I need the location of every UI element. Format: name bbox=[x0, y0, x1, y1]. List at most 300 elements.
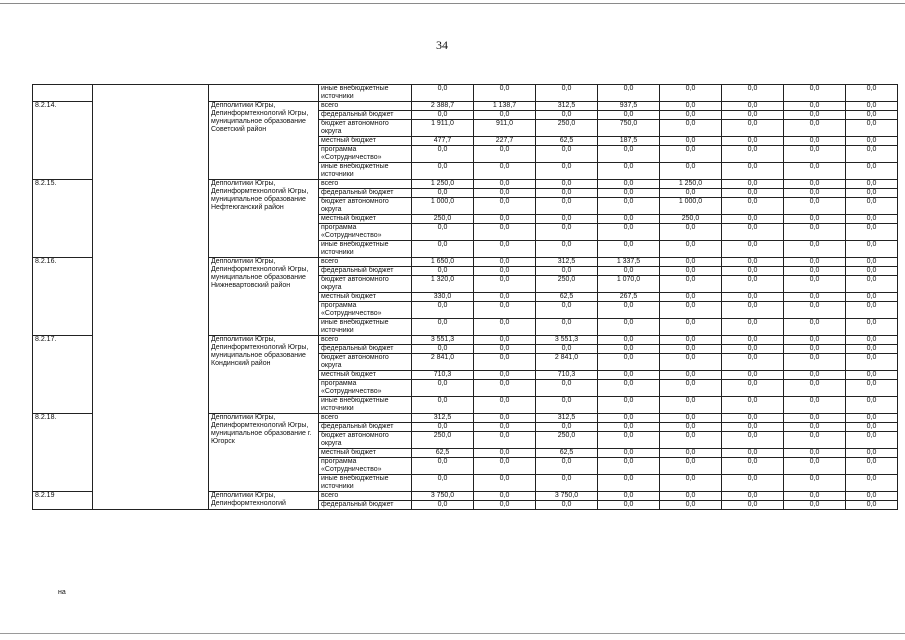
source-cell: всего bbox=[319, 102, 412, 111]
value-cell: 312,5 bbox=[536, 258, 598, 267]
value-cell: 0,0 bbox=[412, 302, 474, 319]
code-cell-empty bbox=[33, 85, 93, 102]
budget-table bbox=[32, 84, 898, 510]
value-cell: 0,0 bbox=[660, 449, 722, 458]
value-cell: 0,0 bbox=[474, 267, 536, 276]
value-cell: 0,0 bbox=[660, 276, 722, 293]
value-cell: 0,0 bbox=[846, 120, 898, 137]
value-cell: 0,0 bbox=[474, 258, 536, 267]
source-cell: местный бюджет bbox=[319, 137, 412, 146]
executor-cell: Депполитики Югры, Депинформтехнологий Югры, муниципальное образование Кондинский район bbox=[209, 336, 319, 414]
value-cell: 0,0 bbox=[846, 475, 898, 492]
value-cell: 0,0 bbox=[474, 85, 536, 102]
value-cell: 0,0 bbox=[536, 319, 598, 336]
value-cell: 267,5 bbox=[598, 293, 660, 302]
value-cell: 3 750,0 bbox=[536, 492, 598, 501]
source-cell: всего bbox=[319, 414, 412, 423]
value-cell: 0,0 bbox=[722, 258, 784, 267]
value-cell: 0,0 bbox=[784, 501, 846, 510]
value-cell: 0,0 bbox=[536, 198, 598, 215]
value-cell: 0,0 bbox=[722, 397, 784, 414]
source-cell: программа «Сотрудничество» bbox=[319, 380, 412, 397]
value-cell: 710,3 bbox=[536, 371, 598, 380]
value-cell: 0,0 bbox=[474, 319, 536, 336]
value-cell: 0,0 bbox=[846, 189, 898, 198]
value-cell: 0,0 bbox=[412, 241, 474, 258]
value-cell: 250,0 bbox=[536, 276, 598, 293]
source-cell: федеральный бюджет bbox=[319, 267, 412, 276]
value-cell: 0,0 bbox=[846, 241, 898, 258]
value-cell: 0,0 bbox=[474, 345, 536, 354]
value-cell: 62,5 bbox=[536, 293, 598, 302]
value-cell: 0,0 bbox=[846, 371, 898, 380]
value-cell: 0,0 bbox=[474, 111, 536, 120]
value-cell: 3 551,3 bbox=[536, 336, 598, 345]
value-cell: 0,0 bbox=[722, 102, 784, 111]
value-cell: 0,0 bbox=[784, 414, 846, 423]
value-cell: 0,0 bbox=[722, 414, 784, 423]
value-cell: 0,0 bbox=[536, 180, 598, 189]
executor-cell: Депполитики Югры, Депинформтехнологий bbox=[209, 492, 319, 510]
value-cell: 0,0 bbox=[784, 198, 846, 215]
value-cell: 0,0 bbox=[660, 475, 722, 492]
value-cell: 0,0 bbox=[660, 302, 722, 319]
scan-bottom-edge bbox=[0, 633, 905, 634]
value-cell: 0,0 bbox=[722, 120, 784, 137]
row-code: 8.2.18. bbox=[33, 414, 93, 492]
value-cell: 0,0 bbox=[846, 354, 898, 371]
value-cell: 0,0 bbox=[722, 267, 784, 276]
value-cell: 0,0 bbox=[660, 371, 722, 380]
value-cell: 0,0 bbox=[598, 189, 660, 198]
value-cell: 0,0 bbox=[598, 432, 660, 449]
value-cell: 0,0 bbox=[536, 146, 598, 163]
value-cell: 0,0 bbox=[784, 380, 846, 397]
value-cell: 0,0 bbox=[598, 354, 660, 371]
value-cell: 0,0 bbox=[660, 189, 722, 198]
value-cell: 0,0 bbox=[784, 397, 846, 414]
value-cell: 0,0 bbox=[784, 163, 846, 180]
value-cell: 0,0 bbox=[660, 319, 722, 336]
value-cell: 0,0 bbox=[412, 111, 474, 120]
value-cell: 0,0 bbox=[598, 267, 660, 276]
value-cell: 0,0 bbox=[722, 276, 784, 293]
value-cell: 0,0 bbox=[474, 397, 536, 414]
value-cell: 0,0 bbox=[598, 501, 660, 510]
value-cell: 0,0 bbox=[412, 458, 474, 475]
value-cell: 0,0 bbox=[846, 267, 898, 276]
value-cell: 0,0 bbox=[660, 120, 722, 137]
value-cell: 0,0 bbox=[412, 319, 474, 336]
value-cell: 0,0 bbox=[598, 449, 660, 458]
value-cell: 312,5 bbox=[412, 414, 474, 423]
value-cell: 0,0 bbox=[722, 189, 784, 198]
value-cell: 0,0 bbox=[784, 241, 846, 258]
value-cell: 0,0 bbox=[536, 163, 598, 180]
value-cell: 312,5 bbox=[536, 102, 598, 111]
value-cell: 0,0 bbox=[660, 492, 722, 501]
executor-cell: Депполитики Югры, Депинформтехнологий Югры, муниципальное образование Нижневартовский район bbox=[209, 258, 319, 336]
value-cell: 0,0 bbox=[784, 120, 846, 137]
value-cell: 0,0 bbox=[598, 458, 660, 475]
source-cell: бюджет автономного округа bbox=[319, 276, 412, 293]
value-cell: 0,0 bbox=[722, 111, 784, 120]
value-cell: 0,0 bbox=[660, 501, 722, 510]
value-cell: 0,0 bbox=[474, 449, 536, 458]
value-cell: 0,0 bbox=[846, 492, 898, 501]
value-cell: 0,0 bbox=[474, 475, 536, 492]
value-cell: 0,0 bbox=[722, 293, 784, 302]
value-cell: 0,0 bbox=[784, 267, 846, 276]
row-code: 8.2.17. bbox=[33, 336, 93, 414]
value-cell: 250,0 bbox=[660, 215, 722, 224]
value-cell: 0,0 bbox=[846, 345, 898, 354]
row-code: 8.2.15. bbox=[33, 180, 93, 258]
table-row bbox=[33, 85, 898, 102]
value-cell: 0,0 bbox=[784, 276, 846, 293]
value-cell: 0,0 bbox=[784, 449, 846, 458]
value-cell: 250,0 bbox=[536, 120, 598, 137]
value-cell: 0,0 bbox=[474, 163, 536, 180]
value-cell: 312,5 bbox=[536, 414, 598, 423]
value-cell: 0,0 bbox=[660, 163, 722, 180]
value-cell: 0,0 bbox=[846, 137, 898, 146]
value-cell: 0,0 bbox=[474, 354, 536, 371]
value-cell: 0,0 bbox=[536, 397, 598, 414]
value-cell: 0,0 bbox=[846, 501, 898, 510]
source-cell: федеральный бюджет bbox=[319, 189, 412, 198]
value-cell: 0,0 bbox=[536, 111, 598, 120]
source-cell: федеральный бюджет bbox=[319, 423, 412, 432]
value-cell: 0,0 bbox=[536, 423, 598, 432]
value-cell: 0,0 bbox=[846, 319, 898, 336]
value-cell: 0,0 bbox=[598, 163, 660, 180]
source-cell: иные внебюджетные источники bbox=[319, 241, 412, 258]
value-cell: 0,0 bbox=[598, 371, 660, 380]
value-cell: 0,0 bbox=[660, 458, 722, 475]
value-cell: 0,0 bbox=[784, 475, 846, 492]
value-cell: 0,0 bbox=[598, 241, 660, 258]
value-cell: 0,0 bbox=[722, 224, 784, 241]
value-cell: 0,0 bbox=[784, 492, 846, 501]
value-cell: 0,0 bbox=[784, 258, 846, 267]
value-cell: 1 320,0 bbox=[412, 276, 474, 293]
value-cell: 3 551,3 bbox=[412, 336, 474, 345]
value-cell: 1 650,0 bbox=[412, 258, 474, 267]
value-cell: 0,0 bbox=[412, 475, 474, 492]
value-cell: 0,0 bbox=[722, 198, 784, 215]
value-cell: 330,0 bbox=[412, 293, 474, 302]
value-cell: 0,0 bbox=[784, 319, 846, 336]
value-cell: 0,0 bbox=[598, 146, 660, 163]
value-cell: 0,0 bbox=[846, 380, 898, 397]
value-cell: 0,0 bbox=[846, 146, 898, 163]
value-cell: 0,0 bbox=[536, 501, 598, 510]
value-cell: 0,0 bbox=[412, 501, 474, 510]
source-cell: программа «Сотрудничество» bbox=[319, 224, 412, 241]
value-cell: 0,0 bbox=[474, 215, 536, 224]
value-cell: 0,0 bbox=[536, 224, 598, 241]
value-cell: 0,0 bbox=[846, 458, 898, 475]
value-cell: 1 911,0 bbox=[412, 120, 474, 137]
executor-cell: Депполитики Югры, Депинформтехнологий Югры, муниципальное образование г. Югорск bbox=[209, 414, 319, 492]
value-cell: 710,3 bbox=[412, 371, 474, 380]
source-cell: всего bbox=[319, 492, 412, 501]
source-cell: бюджет автономного округа bbox=[319, 120, 412, 137]
source-cell: иные внебюджетные источники bbox=[319, 85, 412, 102]
value-cell: 1 138,7 bbox=[474, 102, 536, 111]
value-cell: 0,0 bbox=[598, 302, 660, 319]
value-cell: 0,0 bbox=[722, 241, 784, 258]
value-cell: 750,0 bbox=[598, 120, 660, 137]
value-cell: 0,0 bbox=[598, 180, 660, 189]
value-cell: 0,0 bbox=[784, 146, 846, 163]
value-cell: 0,0 bbox=[660, 423, 722, 432]
value-cell: 0,0 bbox=[722, 371, 784, 380]
value-cell: 0,0 bbox=[722, 380, 784, 397]
source-cell: иные внебюджетные источники bbox=[319, 475, 412, 492]
value-cell: 0,0 bbox=[846, 198, 898, 215]
value-cell: 0,0 bbox=[784, 345, 846, 354]
value-cell: 0,0 bbox=[598, 492, 660, 501]
value-cell: 0,0 bbox=[784, 180, 846, 189]
source-cell: бюджет автономного округа bbox=[319, 354, 412, 371]
source-cell: федеральный бюджет bbox=[319, 345, 412, 354]
value-cell: 0,0 bbox=[536, 458, 598, 475]
source-cell: всего bbox=[319, 336, 412, 345]
value-cell: 0,0 bbox=[722, 345, 784, 354]
value-cell: 0,0 bbox=[474, 293, 536, 302]
value-cell: 0,0 bbox=[846, 302, 898, 319]
source-cell: программа «Сотрудничество» bbox=[319, 458, 412, 475]
value-cell: 2 841,0 bbox=[536, 354, 598, 371]
value-cell: 0,0 bbox=[598, 475, 660, 492]
value-cell: 0,0 bbox=[846, 414, 898, 423]
value-cell: 0,0 bbox=[412, 380, 474, 397]
value-cell: 187,5 bbox=[598, 137, 660, 146]
value-cell: 250,0 bbox=[412, 215, 474, 224]
value-cell: 0,0 bbox=[536, 475, 598, 492]
source-cell: иные внебюджетные источники bbox=[319, 163, 412, 180]
value-cell: 0,0 bbox=[536, 380, 598, 397]
value-cell: 0,0 bbox=[412, 85, 474, 102]
value-cell: 0,0 bbox=[598, 414, 660, 423]
value-cell: 0,0 bbox=[598, 319, 660, 336]
value-cell: 0,0 bbox=[846, 449, 898, 458]
value-cell: 0,0 bbox=[474, 423, 536, 432]
value-cell: 0,0 bbox=[846, 276, 898, 293]
value-cell: 0,0 bbox=[784, 458, 846, 475]
value-cell: 0,0 bbox=[722, 336, 784, 345]
value-cell: 1 337,5 bbox=[598, 258, 660, 267]
value-cell: 1 070,0 bbox=[598, 276, 660, 293]
value-cell: 0,0 bbox=[598, 423, 660, 432]
value-cell: 0,0 bbox=[474, 432, 536, 449]
value-cell: 0,0 bbox=[784, 224, 846, 241]
value-cell: 2 388,7 bbox=[412, 102, 474, 111]
value-cell: 0,0 bbox=[660, 414, 722, 423]
value-cell: 0,0 bbox=[846, 224, 898, 241]
value-cell: 0,0 bbox=[598, 345, 660, 354]
source-cell: местный бюджет bbox=[319, 293, 412, 302]
value-cell: 0,0 bbox=[722, 475, 784, 492]
value-cell: 0,0 bbox=[412, 189, 474, 198]
value-cell: 0,0 bbox=[536, 345, 598, 354]
source-cell: программа «Сотрудничество» bbox=[319, 146, 412, 163]
value-cell: 0,0 bbox=[722, 458, 784, 475]
value-cell: 0,0 bbox=[474, 458, 536, 475]
value-cell: 0,0 bbox=[722, 302, 784, 319]
value-cell: 0,0 bbox=[412, 397, 474, 414]
value-cell: 0,0 bbox=[846, 397, 898, 414]
source-cell: местный бюджет bbox=[319, 449, 412, 458]
value-cell: 0,0 bbox=[536, 189, 598, 198]
value-cell: 0,0 bbox=[474, 501, 536, 510]
value-cell: 0,0 bbox=[660, 102, 722, 111]
value-cell: 0,0 bbox=[474, 276, 536, 293]
value-cell: 0,0 bbox=[474, 189, 536, 198]
source-cell: всего bbox=[319, 180, 412, 189]
value-cell: 0,0 bbox=[474, 380, 536, 397]
value-cell: 0,0 bbox=[598, 215, 660, 224]
value-cell: 0,0 bbox=[784, 102, 846, 111]
value-cell: 0,0 bbox=[660, 85, 722, 102]
value-cell: 0,0 bbox=[598, 111, 660, 120]
value-cell: 0,0 bbox=[660, 432, 722, 449]
value-cell: 0,0 bbox=[784, 302, 846, 319]
value-cell: 0,0 bbox=[474, 414, 536, 423]
scan-top-edge bbox=[0, 3, 905, 4]
value-cell: 0,0 bbox=[536, 267, 598, 276]
source-cell: иные внебюджетные источники bbox=[319, 319, 412, 336]
value-cell: 0,0 bbox=[784, 189, 846, 198]
value-cell: 0,0 bbox=[598, 198, 660, 215]
value-cell: 0,0 bbox=[722, 180, 784, 189]
source-cell: всего bbox=[319, 258, 412, 267]
value-cell: 0,0 bbox=[846, 258, 898, 267]
value-cell: 1 000,0 bbox=[660, 198, 722, 215]
value-cell: 62,5 bbox=[412, 449, 474, 458]
value-cell: 0,0 bbox=[846, 215, 898, 224]
value-cell: 0,0 bbox=[412, 345, 474, 354]
value-cell: 0,0 bbox=[784, 137, 846, 146]
page-number: 34 bbox=[436, 38, 448, 52]
value-cell: 0,0 bbox=[660, 267, 722, 276]
value-cell: 3 750,0 bbox=[412, 492, 474, 501]
row-code: 8.2.16. bbox=[33, 258, 93, 336]
value-cell: 0,0 bbox=[474, 302, 536, 319]
source-cell: программа «Сотрудничество» bbox=[319, 302, 412, 319]
value-cell: 62,5 bbox=[536, 449, 598, 458]
value-cell: 0,0 bbox=[660, 146, 722, 163]
value-cell: 0,0 bbox=[722, 137, 784, 146]
value-cell: 0,0 bbox=[784, 432, 846, 449]
value-cell: 0,0 bbox=[598, 380, 660, 397]
value-cell: 0,0 bbox=[660, 111, 722, 120]
value-cell: 0,0 bbox=[412, 423, 474, 432]
value-cell: 477,7 bbox=[412, 137, 474, 146]
source-cell: бюджет автономного округа bbox=[319, 198, 412, 215]
value-cell: 0,0 bbox=[412, 267, 474, 276]
value-cell: 0,0 bbox=[598, 224, 660, 241]
value-cell: 0,0 bbox=[846, 432, 898, 449]
value-cell: 0,0 bbox=[660, 397, 722, 414]
row-code: 8.2.19 bbox=[33, 492, 93, 510]
value-cell: 0,0 bbox=[660, 336, 722, 345]
value-cell: 0,0 bbox=[660, 137, 722, 146]
value-cell: 0,0 bbox=[536, 85, 598, 102]
value-cell: 0,0 bbox=[598, 336, 660, 345]
value-cell: 0,0 bbox=[660, 345, 722, 354]
value-cell: 0,0 bbox=[660, 354, 722, 371]
value-cell: 0,0 bbox=[846, 336, 898, 345]
value-cell: 250,0 bbox=[536, 432, 598, 449]
value-cell: 0,0 bbox=[412, 163, 474, 180]
value-cell: 0,0 bbox=[412, 224, 474, 241]
value-cell: 0,0 bbox=[784, 215, 846, 224]
value-cell: 0,0 bbox=[474, 492, 536, 501]
value-cell: 0,0 bbox=[846, 163, 898, 180]
source-cell: местный бюджет bbox=[319, 215, 412, 224]
value-cell: 2 841,0 bbox=[412, 354, 474, 371]
value-cell: 0,0 bbox=[722, 492, 784, 501]
value-cell: 0,0 bbox=[846, 102, 898, 111]
value-cell: 0,0 bbox=[722, 449, 784, 458]
value-cell: 0,0 bbox=[722, 501, 784, 510]
value-cell: 0,0 bbox=[722, 423, 784, 432]
value-cell: 0,0 bbox=[474, 198, 536, 215]
value-cell: 0,0 bbox=[784, 85, 846, 102]
value-cell: 0,0 bbox=[474, 371, 536, 380]
value-cell: 62,5 bbox=[536, 137, 598, 146]
value-cell: 0,0 bbox=[660, 258, 722, 267]
value-cell: 0,0 bbox=[722, 146, 784, 163]
value-cell: 0,0 bbox=[784, 111, 846, 120]
value-cell: 0,0 bbox=[784, 336, 846, 345]
value-cell: 250,0 bbox=[412, 432, 474, 449]
value-cell: 0,0 bbox=[722, 85, 784, 102]
value-cell: 0,0 bbox=[846, 293, 898, 302]
value-cell: 1 000,0 bbox=[412, 198, 474, 215]
value-cell: 0,0 bbox=[722, 215, 784, 224]
value-cell: 0,0 bbox=[474, 180, 536, 189]
value-cell: 0,0 bbox=[536, 302, 598, 319]
value-cell: 0,0 bbox=[846, 85, 898, 102]
value-cell: 227,7 bbox=[474, 137, 536, 146]
source-cell: федеральный бюджет bbox=[319, 111, 412, 120]
executor-cell: Депполитики Югры, Депинформтехнологий Югры, муниципальное образование Советский район bbox=[209, 102, 319, 180]
row-code: 8.2.14. bbox=[33, 102, 93, 180]
value-cell: 911,0 bbox=[474, 120, 536, 137]
value-cell: 0,0 bbox=[846, 111, 898, 120]
value-cell: 0,0 bbox=[474, 241, 536, 258]
value-cell: 0,0 bbox=[784, 371, 846, 380]
value-cell: 0,0 bbox=[598, 397, 660, 414]
value-cell: 0,0 bbox=[660, 224, 722, 241]
value-cell: 0,0 bbox=[722, 163, 784, 180]
value-cell: 0,0 bbox=[722, 319, 784, 336]
value-cell: 937,5 bbox=[598, 102, 660, 111]
value-cell: 0,0 bbox=[474, 336, 536, 345]
source-cell: местный бюджет bbox=[319, 371, 412, 380]
value-cell: 0,0 bbox=[784, 293, 846, 302]
value-cell: 0,0 bbox=[784, 354, 846, 371]
executor-cell: Депполитики Югры, Депинформтехнологий Югры, муниципальное образование Нефтеюганский район bbox=[209, 180, 319, 258]
value-cell: 0,0 bbox=[660, 293, 722, 302]
value-cell: 0,0 bbox=[536, 215, 598, 224]
value-cell: 0,0 bbox=[846, 180, 898, 189]
value-cell: 0,0 bbox=[536, 241, 598, 258]
